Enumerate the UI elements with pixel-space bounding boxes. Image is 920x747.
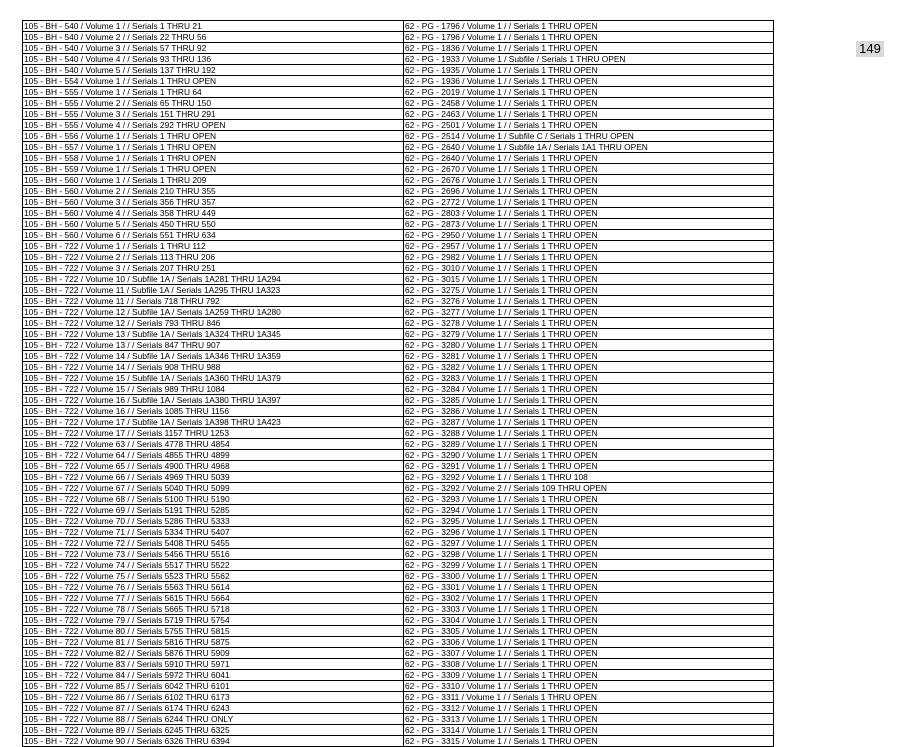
file-entry-right: 62 - PG - 2772 / Volume 1 / / Serials 1 THRU OPEN xyxy=(404,197,774,208)
file-entry-right: 62 - PG - 3285 / Volume 1 / / Serials 1 THRU OPEN xyxy=(404,395,774,406)
file-entry-right: 62 - PG - 3294 / Volume 1 / / Serials 1 THRU OPEN xyxy=(404,505,774,516)
file-entry-left: 105 - BH - 722 / Volume 78 / / Serials 5665 THRU 5718 xyxy=(23,604,404,615)
table-row xyxy=(23,98,773,109)
file-entry-left: 105 - BH - 722 / Volume 69 / / Serials 5191 THRU 5285 xyxy=(23,505,404,516)
file-entry-left: 105 - BH - 722 / Volume 83 / / Serials 5910 THRU 5971 xyxy=(23,659,404,670)
file-entry-right: 62 - PG - 3276 / Volume 1 / / Serials 1 THRU OPEN xyxy=(404,296,774,307)
file-entry-left: 105 - BH - 722 / Volume 67 / / Serials 5040 THRU 5099 xyxy=(23,483,404,494)
file-entry-right: 62 - PG - 3315 / Volume 1 / / Serials 1 THRU OPEN xyxy=(405,736,598,746)
table-row xyxy=(23,384,773,395)
table-row xyxy=(23,736,773,747)
file-entry-right: 62 - PG - 3277 / Volume 1 / / Serials 1 THRU OPEN xyxy=(404,307,774,318)
file-entry-left: 105 - BH - 722 / Volume 89 / / Serials 6245 THRU 6325 xyxy=(23,725,404,736)
table-row xyxy=(23,87,773,98)
file-entry-right: 62 - PG - 3291 / Volume 1 / / Serials 1 THRU OPEN xyxy=(404,461,774,472)
file-entry-left: 105 - BH - 722 / Volume 87 / / Serials 6174 THRU 6243 xyxy=(23,703,404,714)
table-row xyxy=(23,131,773,142)
file-entry-left: 105 - BH - 722 / Volume 13 / Subfile 1A / Serials 1A324 THRU 1A345 xyxy=(23,329,404,340)
file-entry-left: 105 - BH - 722 / Volume 63 / / Serials 4778 THRU 4854 xyxy=(23,439,404,450)
file-entry-right: 62 - PG - 3010 / Volume 1 / / Serials 1 THRU OPEN xyxy=(404,263,774,274)
file-entry-right: 62 - PG - 3296 / Volume 1 / / Serials 1 THRU OPEN xyxy=(404,527,774,538)
file-entry-right: 62 - PG - 3305 / Volume 1 / / Serials 1 THRU OPEN xyxy=(404,626,774,637)
file-entry-left: 105 - BH - 560 / Volume 1 / / Serials 1 THRU 209 xyxy=(23,175,404,186)
file-entry-left: 105 - BH - 722 / Volume 15 / / Serials 989 THRU 1084 xyxy=(23,384,404,395)
table-row xyxy=(23,582,773,593)
file-entry-left: 105 - BH - 722 / Volume 17 / / Serials 1157 THRU 1253 xyxy=(23,428,404,439)
table-row xyxy=(23,670,773,681)
file-entry-right: 62 - PG - 2982 / Volume 1 / / Serials 1 THRU OPEN xyxy=(404,252,774,263)
table-row xyxy=(23,65,773,76)
file-entry-left: 105 - BH - 722 / Volume 17 / Subfile 1A / Serials 1A398 THRU 1A423 xyxy=(23,417,404,428)
table-row xyxy=(23,648,773,659)
table-row xyxy=(23,714,773,725)
file-entry-right: 62 - PG - 1933 / Volume 1 / Subfile / Serials 1 THRU OPEN xyxy=(404,54,774,65)
file-entry-left: 105 - BH - 722 / Volume 72 / / Serials 5408 THRU 5455 xyxy=(23,538,404,549)
file-entry-left: 105 - BH - 722 / Volume 15 / Subfile 1A / Serials 1A360 THRU 1A379 xyxy=(23,373,404,384)
table-row xyxy=(23,21,773,32)
file-entry-left: 105 - BH - 722 / Volume 71 / / Serials 5334 THRU 5407 xyxy=(23,527,404,538)
file-entry-right: 62 - PG - 3300 / Volume 1 / / Serials 1 THRU OPEN xyxy=(404,571,774,582)
file-entry-left: 105 - BH - 722 / Volume 12 / Subfile 1A / Serials 1A259 THRU 1A280 xyxy=(23,307,404,318)
file-entry-left: 105 - BH - 554 / Volume 1 / / Serials 1 THRU OPEN xyxy=(23,76,404,87)
file-entry-right: 62 - PG - 3293 / Volume 1 / / Serials 1 THRU OPEN xyxy=(404,494,774,505)
file-entry-left: 105 - BH - 722 / Volume 3 / / Serials 207 THRU 251 xyxy=(23,263,404,274)
file-entry-left: 105 - BH - 722 / Volume 82 / / Serials 5876 THRU 5909 xyxy=(23,648,404,659)
file-entry-left: 105 - BH - 540 / Volume 4 / / Serials 93 THRU 136 xyxy=(23,54,404,65)
table-row xyxy=(23,626,773,637)
file-entry-left: 105 - BH - 722 / Volume 73 / / Serials 5456 THRU 5516 xyxy=(23,549,404,560)
file-entry-left: 105 - BH - 722 / Volume 65 / / Serials 4900 THRU 4968 xyxy=(23,461,404,472)
table-row xyxy=(23,120,773,131)
file-entry-left: 105 - BH - 557 / Volume 1 / / Serials 1 THRU OPEN xyxy=(23,142,404,153)
file-entry-right: 62 - PG - 3314 / Volume 1 / / Serials 1 THRU OPEN xyxy=(404,725,774,736)
file-entry-right: 62 - PG - 3289 / Volume 1 / / Serials 1 THRU OPEN xyxy=(404,439,774,450)
file-entry-right: 62 - PG - 2957 / Volume 1 / / Serials 1 THRU OPEN xyxy=(404,241,774,252)
table-row xyxy=(23,285,773,296)
file-entry-left: 105 - BH - 722 / Volume 64 / / Serials 4855 THRU 4899 xyxy=(23,450,404,461)
file-entry-right: 62 - PG - 3295 / Volume 1 / / Serials 1 THRU OPEN xyxy=(404,516,774,527)
file-entry-left: 105 - BH - 560 / Volume 6 / / Serials 551 THRU 634 xyxy=(23,230,404,241)
table-row xyxy=(23,417,773,428)
table-row xyxy=(23,54,773,65)
file-entry-left: 105 - BH - 722 / Volume 12 / / Serials 793 THRU 846 xyxy=(23,318,404,329)
file-entry-left: 105 - BH - 560 / Volume 2 / / Serials 210 THRU 355 xyxy=(23,186,404,197)
file-entry-right: 62 - PG - 2670 / Volume 1 / / Serials 1 THRU OPEN xyxy=(404,164,774,175)
file-entry-right: 62 - PG - 3287 / Volume 1 / / Serials 1 THRU OPEN xyxy=(404,417,774,428)
file-entry-right: 62 - PG - 2501 / Volume 1 / / Serials 1 THRU OPEN xyxy=(404,120,774,131)
file-entry-right: 62 - PG - 3286 / Volume 1 / / Serials 1 THRU OPEN xyxy=(404,406,774,417)
file-entry-right: 62 - PG - 2463 / Volume 1 / / Serials 1 THRU OPEN xyxy=(404,109,774,120)
table-row xyxy=(23,197,773,208)
file-entry-right: 62 - PG - 2458 / Volume 1 / / Serials 1 THRU OPEN xyxy=(404,98,774,109)
table-row xyxy=(23,318,773,329)
table-row xyxy=(23,186,773,197)
table-row xyxy=(23,395,773,406)
table-row xyxy=(23,604,773,615)
table-row xyxy=(23,593,773,604)
table-row xyxy=(23,450,773,461)
table-row xyxy=(23,505,773,516)
file-entry-left: 105 - BH - 556 / Volume 1 / / Serials 1 THRU OPEN xyxy=(23,131,404,142)
file-entry-right: 62 - PG - 3281 / Volume 1 / / Serials 1 THRU OPEN xyxy=(404,351,774,362)
table-row xyxy=(23,76,773,87)
file-entry-right: 62 - PG - 3304 / Volume 1 / / Serials 1 THRU OPEN xyxy=(404,615,774,626)
file-entry-right: 62 - PG - 3308 / Volume 1 / / Serials 1 THRU OPEN xyxy=(404,659,774,670)
table-row xyxy=(23,241,773,252)
table-row xyxy=(23,208,773,219)
table-row xyxy=(23,461,773,472)
file-entry-left: 105 - BH - 558 / Volume 1 / / Serials 1 THRU OPEN xyxy=(23,153,404,164)
table-row xyxy=(23,307,773,318)
file-entry-right: 62 - PG - 3299 / Volume 1 / / Serials 1 THRU OPEN xyxy=(404,560,774,571)
table-row xyxy=(23,32,773,43)
file-entry-right: 62 - PG - 3290 / Volume 1 / / Serials 1 THRU OPEN xyxy=(404,450,774,461)
table-row xyxy=(23,263,773,274)
file-entry-right: 62 - PG - 3311 / Volume 1 / / Serials 1 THRU OPEN xyxy=(404,692,774,703)
table-row xyxy=(23,296,773,307)
table-row xyxy=(23,109,773,120)
file-entry-left: 105 - BH - 722 / Volume 66 / / Serials 4969 THRU 5039 xyxy=(23,472,404,483)
file-entry-left: 105 - BH - 722 / Volume 14 / Subfile 1A / Serials 1A346 THRU 1A359 xyxy=(23,351,404,362)
table-row xyxy=(23,538,773,549)
file-entry-left: 105 - BH - 560 / Volume 4 / / Serials 358 THRU 449 xyxy=(23,208,404,219)
file-entry-left: 105 - BH - 540 / Volume 3 / / Serials 57 THRU 92 xyxy=(23,43,404,54)
file-entry-right: 62 - PG - 3288 / Volume 1 / / Serials 1 THRU OPEN xyxy=(404,428,774,439)
file-entry-right: 62 - PG - 3313 / Volume 1 / / Serials 1 THRU OPEN xyxy=(404,714,774,725)
file-entry-left: 105 - BH - 722 / Volume 16 / Subfile 1A / Serials 1A380 THRU 1A397 xyxy=(23,395,404,406)
file-entry-right: 62 - PG - 1836 / Volume 1 / / Serials 1 THRU OPEN xyxy=(404,43,774,54)
table-row xyxy=(23,472,773,483)
file-entry-left: 105 - BH - 722 / Volume 70 / / Serials 5286 THRU 5333 xyxy=(23,516,404,527)
file-entry-left: 105 - BH - 722 / Volume 13 / / Serials 847 THRU 907 xyxy=(23,340,404,351)
file-entry-left: 105 - BH - 555 / Volume 1 / / Serials 1 THRU 64 xyxy=(23,87,404,98)
table-row xyxy=(23,483,773,494)
file-entry-right: 62 - PG - 1935 / Volume 1 / / Serials 1 THRU OPEN xyxy=(404,65,774,76)
file-listing-body xyxy=(23,21,773,746)
file-entry-right: 62 - PG - 2803 / Volume 1 / / Serials 1 THRU OPEN xyxy=(404,208,774,219)
file-entry-right: 62 - PG - 3284 / Volume 1 / / Serials 1 THRU OPEN xyxy=(404,384,774,395)
file-entry-right: 62 - PG - 3292 / Volume 1 / / Serials 1 THRU 108 xyxy=(404,472,774,483)
file-entry-left: 105 - BH - 722 / Volume 84 / / Serials 5972 THRU 6041 xyxy=(23,670,404,681)
table-row xyxy=(23,219,773,230)
table-row xyxy=(23,703,773,714)
file-entry-left: 105 - BH - 722 / Volume 68 / / Serials 5100 THRU 5190 xyxy=(23,494,404,505)
file-entry-left: 105 - BH - 722 / Volume 76 / / Serials 5563 THRU 5614 xyxy=(23,582,404,593)
file-entry-right: 62 - PG - 3282 / Volume 1 / / Serials 1 THRU OPEN xyxy=(404,362,774,373)
file-entry-right: 62 - PG - 2696 / Volume 1 / / Serials 1 THRU OPEN xyxy=(404,186,774,197)
table-row xyxy=(23,153,773,164)
file-entry-left: 105 - BH - 722 / Volume 79 / / Serials 5719 THRU 5754 xyxy=(23,615,404,626)
file-entry-right: 62 - PG - 2676 / Volume 1 / / Serials 1 THRU OPEN xyxy=(404,175,774,186)
file-entry-right: 62 - PG - 3297 / Volume 1 / / Serials 1 THRU OPEN xyxy=(404,538,774,549)
table-row xyxy=(23,43,773,54)
file-entry-left: 105 - BH - 722 / Volume 14 / / Serials 908 THRU 988 xyxy=(23,362,404,373)
file-entry-left: 105 - BH - 722 / Volume 16 / / Serials 1085 THRU 1156 xyxy=(23,406,404,417)
table-row xyxy=(23,560,773,571)
table-row xyxy=(23,274,773,285)
file-entry-right: 62 - PG - 3302 / Volume 1 / / Serials 1 THRU OPEN xyxy=(404,593,774,604)
file-entry-right: 62 - PG - 2873 / Volume 1 / / Serials 1 THRU OPEN xyxy=(404,219,774,230)
file-entry-left: 105 - BH - 722 / Volume 2 / / Serials 113 THRU 206 xyxy=(23,252,404,263)
file-entry-left: 105 - BH - 722 / Volume 81 / / Serials 5816 THRU 5875 xyxy=(23,637,404,648)
file-entry-right: 62 - PG - 3280 / Volume 1 / / Serials 1 THRU OPEN xyxy=(404,340,774,351)
table-row xyxy=(23,637,773,648)
file-entry-left: 105 - BH - 540 / Volume 5 / / Serials 137 THRU 192 xyxy=(23,65,404,76)
file-entry-left: 105 - BH - 555 / Volume 3 / / Serials 151 THRU 291 xyxy=(23,109,404,120)
table-row xyxy=(23,527,773,538)
file-entry-right: 62 - PG - 3279 / Volume 1 / / Serials 1 THRU OPEN xyxy=(404,329,774,340)
table-row xyxy=(23,329,773,340)
file-entry-right: 62 - PG - 3303 / Volume 1 / / Serials 1 THRU OPEN xyxy=(404,604,774,615)
table-row xyxy=(23,692,773,703)
page-number: 149 xyxy=(856,41,884,57)
file-entry-left: 105 - BH - 722 / Volume 11 / Subfile 1A / Serials 1A295 THRU 1A323 xyxy=(23,285,404,296)
file-entry-right: 62 - PG - 3312 / Volume 1 / / Serials 1 THRU OPEN xyxy=(404,703,774,714)
table-row xyxy=(23,164,773,175)
table-row xyxy=(23,428,773,439)
file-entry-right: 62 - PG - 2514 / Volume 1 / Subfile C / Serials 1 THRU OPEN xyxy=(404,131,774,142)
file-entry-right: 62 - PG - 3307 / Volume 1 / / Serials 1 THRU OPEN xyxy=(404,648,774,659)
file-entry-left: 105 - BH - 722 / Volume 90 / / Serials 6326 THRU 6394 xyxy=(23,736,404,747)
file-listing-table xyxy=(22,20,774,747)
table-row xyxy=(23,549,773,560)
file-entry-right: 62 - PG - 3306 / Volume 1 / / Serials 1 THRU OPEN xyxy=(404,637,774,648)
file-entry-left: 105 - BH - 722 / Volume 80 / / Serials 5755 THRU 5815 xyxy=(23,626,404,637)
table-row xyxy=(23,439,773,450)
file-entry-right: 62 - PG - 3298 / Volume 1 / / Serials 1 THRU OPEN xyxy=(404,549,774,560)
table-row xyxy=(23,406,773,417)
file-entry-right: 62 - PG - 2019 / Volume 1 / / Serials 1 THRU OPEN xyxy=(404,87,774,98)
table-row xyxy=(23,681,773,692)
file-entry-left: 105 - BH - 722 / Volume 75 / / Serials 5523 THRU 5562 xyxy=(23,571,404,582)
file-entry-left: 105 - BH - 555 / Volume 2 / / Serials 65 THRU 150 xyxy=(23,98,404,109)
file-entry-right: 62 - PG - 2640 / Volume 1 / / Serials 1 THRU OPEN xyxy=(404,153,774,164)
file-entry-right: 62 - PG - 1796 / Volume 1 / / Serials 1 THRU OPEN xyxy=(404,21,774,32)
table-row xyxy=(23,142,773,153)
file-entry-left: 105 - BH - 559 / Volume 1 / / Serials 1 THRU OPEN xyxy=(23,164,404,175)
table-row xyxy=(23,615,773,626)
table-row xyxy=(23,494,773,505)
file-entry-right: 62 - PG - 3015 / Volume 1 / / Serials 1 THRU OPEN xyxy=(404,274,774,285)
table-row xyxy=(23,175,773,186)
file-entry-left: 105 - BH - 722 / Volume 1 / / Serials 1 THRU 112 xyxy=(23,241,404,252)
file-entry-left: 105 - BH - 560 / Volume 3 / / Serials 356 THRU 357 xyxy=(23,197,404,208)
table-row xyxy=(23,373,773,384)
table-row xyxy=(23,351,773,362)
file-entry-left: 105 - BH - 540 / Volume 2 / / Serials 22 THRU 56 xyxy=(23,32,404,43)
file-entry-left: 105 - BH - 722 / Volume 88 / / Serials 6244 THRU ONLY xyxy=(23,714,404,725)
file-entry-right: 62 - PG - 1936 / Volume 1 / / Serials 1 THRU OPEN xyxy=(404,76,774,87)
table-row xyxy=(23,362,773,373)
file-entry-right: 62 - PG - 3283 / Volume 1 / / Serials 1 THRU OPEN xyxy=(404,373,774,384)
table-row xyxy=(23,725,773,736)
file-entry-left: 105 - BH - 722 / Volume 74 / / Serials 5517 THRU 5522 xyxy=(23,560,404,571)
file-entry-left: 105 - BH - 555 / Volume 4 / / Serials 292 THRU OPEN xyxy=(23,120,404,131)
file-entry-left: 105 - BH - 722 / Volume 11 / / Serials 718 THRU 792 xyxy=(23,296,404,307)
file-entry-right: 62 - PG - 3310 / Volume 1 / / Serials 1 THRU OPEN xyxy=(404,681,774,692)
file-entry-left: 105 - BH - 722 / Volume 10 / Subfile 1A / Serials 1A281 THRU 1A294 xyxy=(23,274,404,285)
file-entry-right: 62 - PG - 3275 / Volume 1 / / Serials 1 THRU OPEN xyxy=(404,285,774,296)
file-entry-left: 105 - BH - 722 / Volume 86 / / Serials 6102 THRU 6173 xyxy=(23,692,404,703)
table-row xyxy=(23,659,773,670)
file-entry-left: 105 - BH - 722 / Volume 85 / / Serials 6042 THRU 6101 xyxy=(23,681,404,692)
file-entry-left: 105 - BH - 560 / Volume 5 / / Serials 450 THRU 550 xyxy=(23,219,404,230)
table-row xyxy=(23,252,773,263)
table-row xyxy=(23,516,773,527)
file-entry-right: 62 - PG - 1796 / Volume 1 / / Serials 1 THRU OPEN xyxy=(404,32,774,43)
file-entry-right: 62 - PG - 3278 / Volume 1 / / Serials 1 THRU OPEN xyxy=(404,318,774,329)
table-row xyxy=(23,230,773,241)
table-row xyxy=(23,340,773,351)
file-entry-right: 62 - PG - 2640 / Volume 1 / Subfile 1A / Serials 1A1 THRU OPEN xyxy=(404,142,774,153)
file-entry-right: 62 - PG - 3309 / Volume 1 / / Serials 1 THRU OPEN xyxy=(404,670,774,681)
file-entry-right: 62 - PG - 2950 / Volume 1 / / Serials 1 THRU OPEN xyxy=(404,230,774,241)
file-entry-right: 62 - PG - 3301 / Volume 1 / / Serials 1 THRU OPEN xyxy=(404,582,774,593)
file-entry-left: 105 - BH - 722 / Volume 77 / / Serials 5615 THRU 5664 xyxy=(23,593,404,604)
file-entry-left: 105 - BH - 540 / Volume 1 / / Serials 1 THRU 21 xyxy=(23,21,404,32)
file-entry-right: 62 - PG - 3292 / Volume 2 / / Serials 109 THRU OPEN xyxy=(404,483,774,494)
table-row xyxy=(23,571,773,582)
